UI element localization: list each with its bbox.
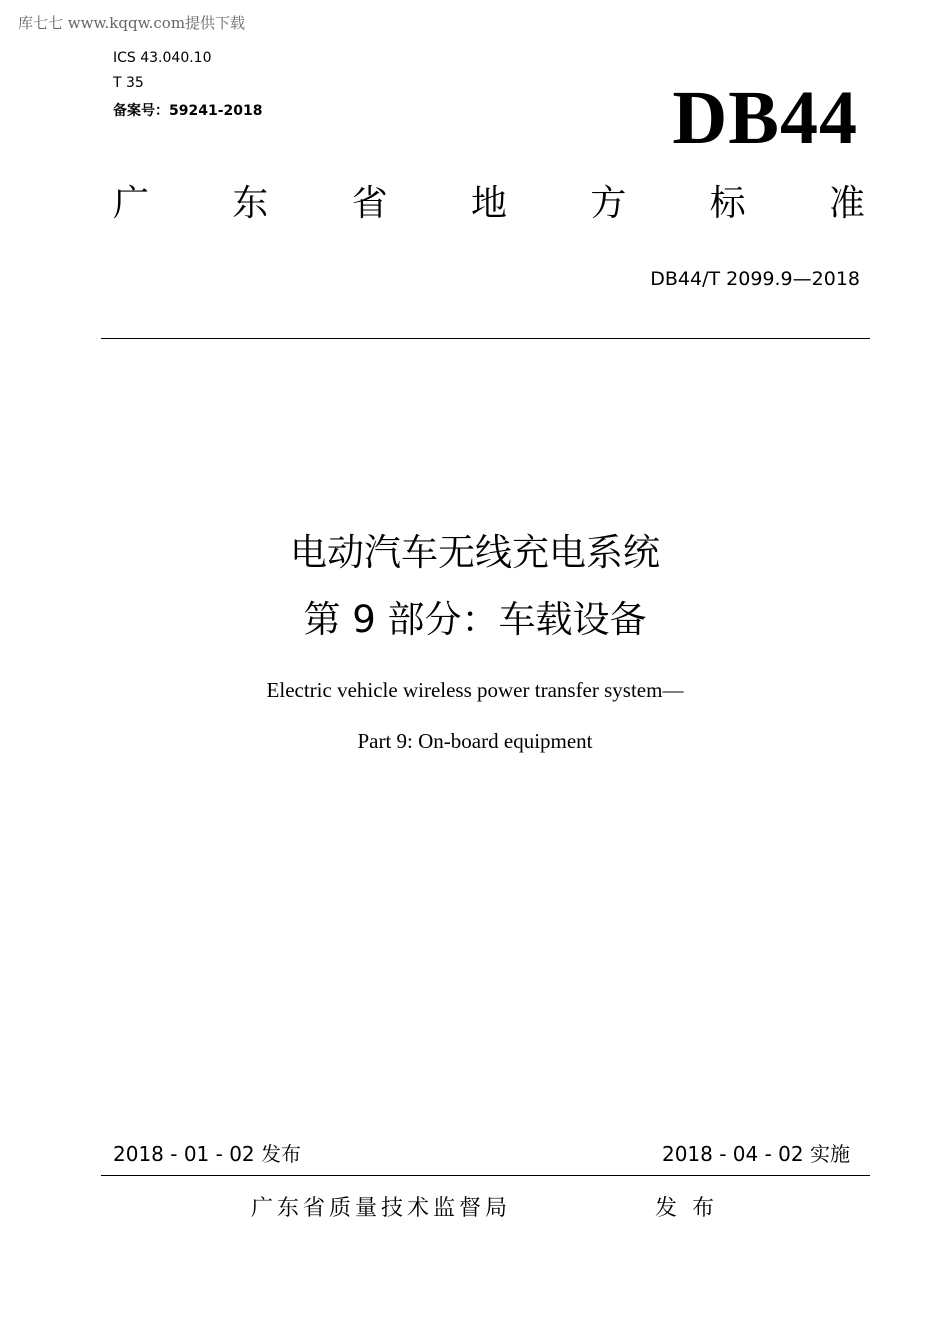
- chinese-title-line1: 电动汽车无线充电系统: [290, 531, 660, 574]
- standard-type-char: 准: [828, 183, 865, 224]
- standard-type-char: 方: [590, 183, 627, 224]
- english-title-line1: Electric vehicle wireless power transfer system—: [266, 678, 684, 702]
- effective-date: 2018 - 04 - 02 实施: [661, 1142, 850, 1166]
- standard-code: DB44/T 2099.9—2018: [650, 268, 860, 290]
- standard-type-title: [113, 183, 865, 224]
- bottom-divider: [101, 1175, 870, 1176]
- standard-type-char: 标: [709, 183, 746, 224]
- db44-logo: DB44: [672, 76, 858, 160]
- ics-code: ICS 43.040.10: [113, 50, 212, 66]
- chinese-title-line2: 第 9 部分：车载设备: [303, 598, 647, 641]
- english-title-line2: Part 9: On-board equipment: [357, 729, 593, 753]
- issued-label: 发 布: [655, 1196, 718, 1221]
- watermark-text: 库七七 www.kqqw.com提供下载: [18, 14, 246, 32]
- standard-type-char: 东: [232, 183, 269, 224]
- filing-number: 备案号：59241-2018: [113, 103, 263, 119]
- standard-type-char: 省: [351, 183, 388, 224]
- issuing-authority: 广东省质量技术监督局: [251, 1196, 512, 1221]
- ccs-code: T 35: [113, 75, 144, 91]
- top-divider: [101, 338, 870, 339]
- standard-type-char: 地: [470, 183, 507, 224]
- standard-type-char: 广: [113, 183, 150, 224]
- issue-date: 2018 - 01 - 02 发布: [113, 1142, 302, 1166]
